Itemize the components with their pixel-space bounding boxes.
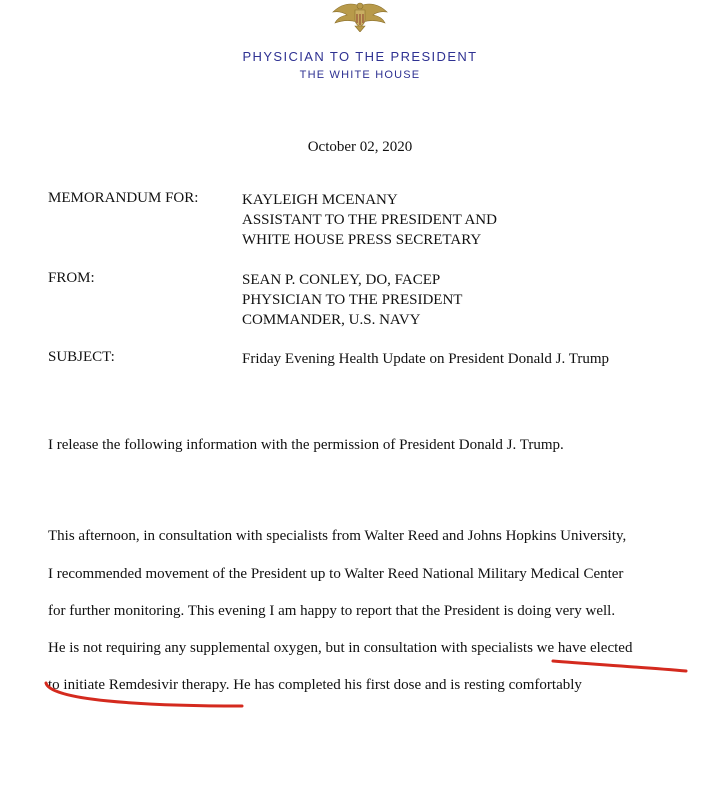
memo-to-line: KAYLEIGH MCENANY	[242, 192, 398, 208]
memo-to-line: WHITE HOUSE PRESS SECRETARY	[242, 232, 482, 248]
memo-to-value	[242, 190, 497, 250]
memo-from-value	[242, 270, 462, 330]
body-line: He is not requiring any supplemental oxygen, but in consultation with specialists we have elected	[48, 640, 633, 656]
body-line: for further monitoring. This evening I am happy to report that the President is doing very well.	[48, 603, 616, 619]
memo-from-line: COMMANDER, U.S. NAVY	[242, 312, 421, 328]
memo-date: October 02, 2020	[307, 139, 413, 155]
body-line: This afternoon, in consultation with specialists from Walter Reed and Johns Hopkins University,	[48, 528, 627, 544]
letterhead-title: PHYSICIAN TO THE PRESIDENT	[242, 49, 478, 64]
memo-subject-label: SUBJECT:	[48, 349, 115, 365]
body-line: to initiate Remdesivir therapy. He has completed his first dose and is resting comfortably	[48, 677, 582, 693]
memo-from-label: FROM:	[48, 270, 95, 286]
memo-from-line: SEAN P. CONLEY, DO, FACEP	[242, 272, 441, 288]
memo-to-label: MEMORANDUM FOR:	[48, 190, 199, 206]
memo-subject-value: Friday Evening Health Update on President Donald J. Trump	[242, 351, 610, 367]
letterhead-subtitle: THE WHITE HOUSE	[299, 69, 421, 81]
intro-paragraph: I release the following information with the permission of President Donald J. Trump.	[48, 437, 564, 453]
body-line: I recommended movement of the President up to Walter Reed National Military Medical Center	[48, 566, 624, 582]
memo-from-line: PHYSICIAN TO THE PRESIDENT	[242, 292, 463, 308]
presidential-seal-icon	[327, 0, 393, 32]
red-underline-stroke	[553, 661, 686, 671]
memo-to-line: ASSISTANT TO THE PRESIDENT AND	[242, 212, 497, 228]
